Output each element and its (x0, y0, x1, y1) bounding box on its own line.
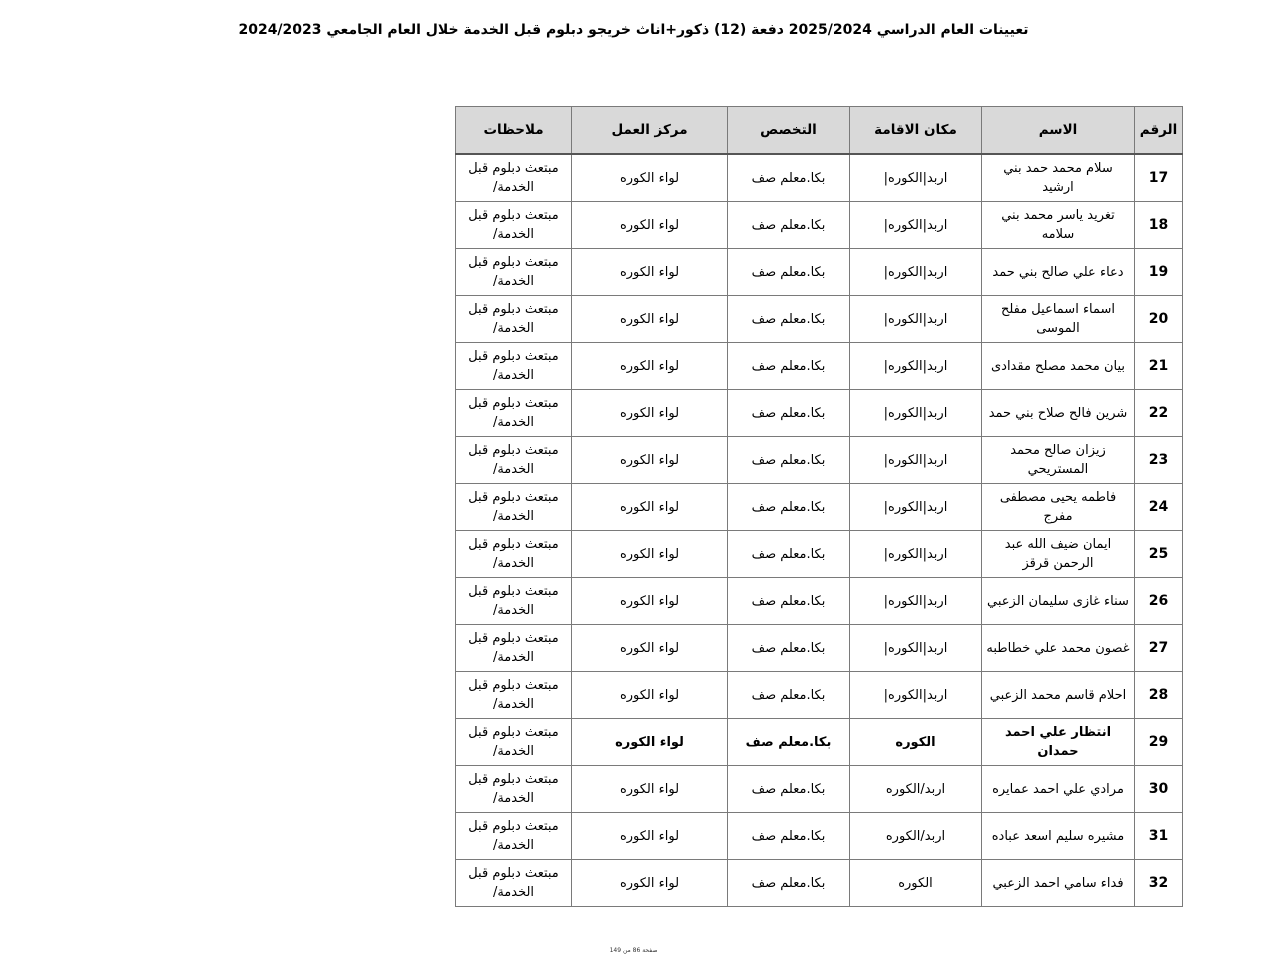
table-row (456, 343, 1183, 390)
cell-num: 19 (1135, 249, 1183, 296)
cell-workplace: لواء الكوره (572, 672, 728, 719)
cell-name: اسماء اسماعيل مفلح الموسى (982, 296, 1135, 343)
cell-residence: اربد|الكوره| (850, 154, 982, 202)
table-row (456, 437, 1183, 484)
cell-workplace: لواء الكوره (572, 296, 728, 343)
table-row (456, 296, 1183, 343)
cell-specialty: بكا.معلم صف (728, 296, 850, 343)
cell-name: غصون محمد علي خطاطبه (982, 625, 1135, 672)
cell-specialty: بكا.معلم صف (728, 578, 850, 625)
cell-residence: اربد|الكوره| (850, 390, 982, 437)
cell-name: سناء غازى سليمان الزعبي (982, 578, 1135, 625)
cell-workplace: لواء الكوره (572, 531, 728, 578)
cell-notes: مبتعث دبلوم قبل الخدمة/ (456, 531, 572, 578)
cell-name: مشيره سليم اسعد عباده (982, 813, 1135, 860)
cell-num: 25 (1135, 531, 1183, 578)
cell-notes: مبتعث دبلوم قبل الخدمة/ (456, 766, 572, 813)
cell-name: زيزان صالح محمد المستريحي (982, 437, 1135, 484)
cell-residence: الكوره (850, 719, 982, 766)
cell-residence: اربد|الكوره| (850, 249, 982, 296)
cell-notes: مبتعث دبلوم قبل الخدمة/ (456, 154, 572, 202)
table-row (456, 202, 1183, 249)
cell-name: دعاء علي صالح بني حمد (982, 249, 1135, 296)
cell-num: 18 (1135, 202, 1183, 249)
cell-workplace: لواء الكوره (572, 390, 728, 437)
cell-num: 31 (1135, 813, 1183, 860)
page-footer: صفحة 86 من 149 (609, 947, 658, 954)
cell-residence: اربد|الكوره| (850, 437, 982, 484)
cell-num: 27 (1135, 625, 1183, 672)
cell-specialty: بكا.معلم صف (728, 531, 850, 578)
cell-notes: مبتعث دبلوم قبل الخدمة/ (456, 202, 572, 249)
appointments-table-container (455, 106, 1182, 907)
cell-num: 30 (1135, 766, 1183, 813)
cell-residence: اربد|الكوره| (850, 672, 982, 719)
cell-specialty: بكا.معلم صف (728, 390, 850, 437)
cell-name: انتظار علي احمد حمدان (982, 719, 1135, 766)
header-num: الرقم (1135, 107, 1183, 155)
cell-residence: اربد/الكوره (850, 766, 982, 813)
cell-notes: مبتعث دبلوم قبل الخدمة/ (456, 860, 572, 907)
header-notes: ملاحظات (456, 107, 572, 155)
cell-residence: اربد|الكوره| (850, 578, 982, 625)
cell-workplace: لواء الكوره (572, 202, 728, 249)
cell-workplace: لواء الكوره (572, 154, 728, 202)
table-row (456, 531, 1183, 578)
cell-workplace: لواء الكوره (572, 437, 728, 484)
cell-num: 29 (1135, 719, 1183, 766)
cell-workplace: لواء الكوره (572, 813, 728, 860)
cell-workplace: لواء الكوره (572, 484, 728, 531)
cell-notes: مبتعث دبلوم قبل الخدمة/ (456, 249, 572, 296)
cell-specialty: بكا.معلم صف (728, 484, 850, 531)
cell-workplace: لواء الكوره (572, 719, 728, 766)
page-title: تعيينات العام الدراسي 2025/2024 دفعة (12) ذكور+اناث خريجو دبلوم قبل الخدمة خلال العام الجامعي 2024/2023 (238, 22, 1029, 38)
table-row (456, 813, 1183, 860)
cell-name: شرين فالح صلاح بني حمد (982, 390, 1135, 437)
cell-specialty: بكا.معلم صف (728, 860, 850, 907)
cell-workplace: لواء الكوره (572, 766, 728, 813)
cell-workplace: لواء الكوره (572, 249, 728, 296)
cell-notes: مبتعث دبلوم قبل الخدمة/ (456, 813, 572, 860)
cell-notes: مبتعث دبلوم قبل الخدمة/ (456, 296, 572, 343)
cell-name: احلام قاسم محمد الزعبي (982, 672, 1135, 719)
cell-residence: الكوره (850, 860, 982, 907)
cell-specialty: بكا.معلم صف (728, 672, 850, 719)
cell-residence: اربد|الكوره| (850, 531, 982, 578)
cell-num: 24 (1135, 484, 1183, 531)
cell-name: فداء سامي احمد الزعبي (982, 860, 1135, 907)
cell-residence: اربد|الكوره| (850, 625, 982, 672)
cell-specialty: بكا.معلم صف (728, 813, 850, 860)
cell-specialty: بكا.معلم صف (728, 343, 850, 390)
table-row (456, 766, 1183, 813)
cell-residence: اربد|الكوره| (850, 343, 982, 390)
cell-notes: مبتعث دبلوم قبل الخدمة/ (456, 578, 572, 625)
cell-residence: اربد|الكوره| (850, 296, 982, 343)
cell-specialty: بكا.معلم صف (728, 719, 850, 766)
cell-name: تغريد ياسر محمد بني سلامه (982, 202, 1135, 249)
cell-notes: مبتعث دبلوم قبل الخدمة/ (456, 484, 572, 531)
cell-name: مرادي علي احمد عمايره (982, 766, 1135, 813)
cell-workplace: لواء الكوره (572, 625, 728, 672)
table-body (456, 154, 1183, 907)
table-row (456, 249, 1183, 296)
cell-residence: اربد|الكوره| (850, 202, 982, 249)
table-row (456, 719, 1183, 766)
cell-num: 22 (1135, 390, 1183, 437)
cell-specialty: بكا.معلم صف (728, 249, 850, 296)
header-name: الاسم (982, 107, 1135, 155)
cell-num: 28 (1135, 672, 1183, 719)
cell-notes: مبتعث دبلوم قبل الخدمة/ (456, 672, 572, 719)
cell-notes: مبتعث دبلوم قبل الخدمة/ (456, 343, 572, 390)
cell-workplace: لواء الكوره (572, 343, 728, 390)
table-row (456, 672, 1183, 719)
header-specialty: التخصص (728, 107, 850, 155)
cell-num: 20 (1135, 296, 1183, 343)
cell-num: 23 (1135, 437, 1183, 484)
header-workplace: مركز العمل (572, 107, 728, 155)
appointments-table (455, 106, 1183, 907)
table-row (456, 390, 1183, 437)
cell-notes: مبتعث دبلوم قبل الخدمة/ (456, 625, 572, 672)
cell-name: ايمان ضيف الله عبد الرحمن قرقز (982, 531, 1135, 578)
cell-residence: اربد/الكوره (850, 813, 982, 860)
header-row (456, 107, 1183, 155)
cell-name: سلام محمد حمد بني ارشيد (982, 154, 1135, 202)
cell-specialty: بكا.معلم صف (728, 766, 850, 813)
cell-specialty: بكا.معلم صف (728, 625, 850, 672)
cell-notes: مبتعث دبلوم قبل الخدمة/ (456, 390, 572, 437)
table-row (456, 484, 1183, 531)
cell-notes: مبتعث دبلوم قبل الخدمة/ (456, 719, 572, 766)
cell-num: 32 (1135, 860, 1183, 907)
cell-workplace: لواء الكوره (572, 578, 728, 625)
cell-name: فاطمه يحيى مصطفى مفرج (982, 484, 1135, 531)
cell-num: 17 (1135, 154, 1183, 202)
table-row (456, 625, 1183, 672)
cell-name: بيان محمد مصلح مقدادى (982, 343, 1135, 390)
cell-num: 21 (1135, 343, 1183, 390)
cell-specialty: بكا.معلم صف (728, 437, 850, 484)
table-row (456, 860, 1183, 907)
table-row (456, 578, 1183, 625)
table-header (456, 107, 1183, 155)
cell-residence: اربد|الكوره| (850, 484, 982, 531)
table-row (456, 154, 1183, 202)
cell-notes: مبتعث دبلوم قبل الخدمة/ (456, 437, 572, 484)
cell-specialty: بكا.معلم صف (728, 202, 850, 249)
cell-num: 26 (1135, 578, 1183, 625)
header-residence: مكان الاقامة (850, 107, 982, 155)
cell-specialty: بكا.معلم صف (728, 154, 850, 202)
cell-workplace: لواء الكوره (572, 860, 728, 907)
